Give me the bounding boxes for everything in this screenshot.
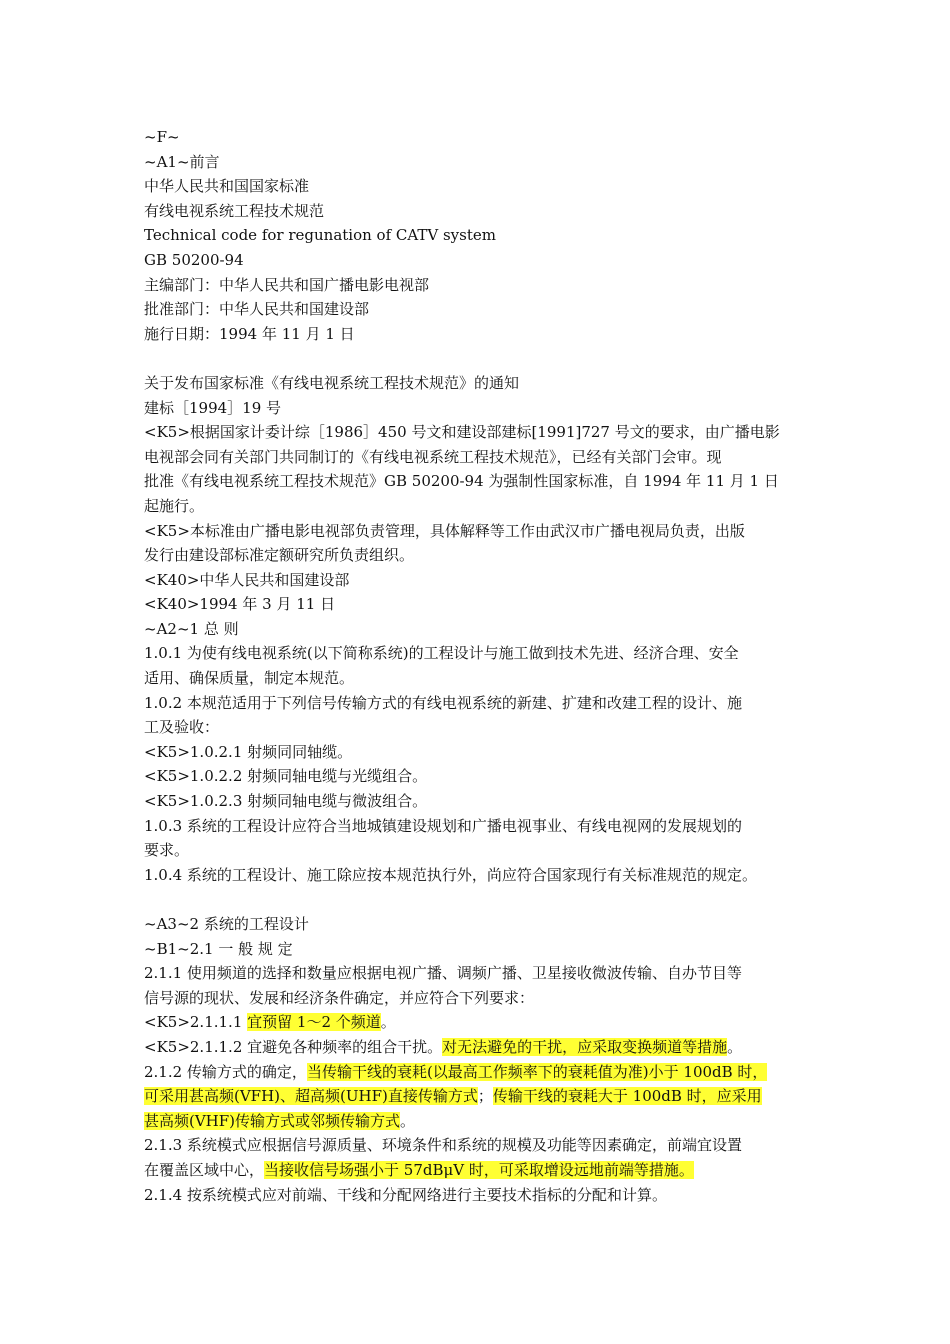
text-line: [144, 715, 824, 740]
text-segment: 1.0.1 为使有线电视系统(以下简称系统)的工程设计与施工做到技术先进、经济合理、安全: [144, 644, 739, 663]
text-line: [144, 322, 824, 347]
text-line: [144, 937, 824, 962]
text-segment: 电视部会同有关部门共同制订的《有线电视系统工程技术规范》，已经有关部门会审。现: [144, 447, 722, 466]
text-line: [144, 789, 824, 814]
text-line: [144, 223, 824, 248]
text-segment: 要求。: [144, 841, 190, 860]
highlighted-text: 当接收信号场强小于 57dBμV 时，可采取增设远地前端等措施。: [264, 1160, 694, 1179]
text-segment: 工及验收：: [144, 718, 220, 737]
text-line: [144, 764, 824, 789]
text-line: [144, 1060, 824, 1085]
text-line: [144, 199, 824, 224]
text-segment: <K5>1.0.2.3 射频同轴电缆与微波组合。: [144, 792, 428, 811]
text-segment: ~B1~2.1 一 般 规 定: [144, 939, 293, 958]
text-segment: 适用、确保质量，制定本规范。: [144, 669, 355, 688]
text-line: [144, 420, 824, 445]
text-line: [144, 273, 824, 298]
text-segment: 1.0.3 系统的工程设计应符合当地城镇建设规划和广播电视事业、有线电视网的发展规划的: [144, 816, 742, 835]
text-line: [144, 1133, 824, 1158]
text-segment: 。: [400, 1111, 416, 1130]
text-segment: 。: [727, 1037, 743, 1056]
text-line: [144, 150, 824, 175]
text-segment: 有线电视系统工程技术规范: [144, 201, 325, 220]
text-line: [144, 1109, 824, 1134]
text-segment: 信号源的现状、发展和经济条件确定，并应符合下列要求：: [144, 988, 535, 1007]
text-line: [144, 912, 824, 937]
document-page: [144, 125, 824, 1207]
text-segment: 发行由建设部标准定额研究所负责组织。: [144, 546, 415, 565]
blank-line: [144, 346, 824, 371]
text-line: [144, 494, 824, 519]
text-line: [144, 568, 824, 593]
highlighted-text: 传输干线的衰耗大于 100dB 时，应采用: [492, 1087, 762, 1106]
text-segment: 2.1.3 系统模式应根据信号源质量、环境条件和系统的规模及功能等因素确定，前端宜设置: [144, 1136, 742, 1155]
text-segment: ~F~: [144, 128, 180, 146]
text-line: [144, 174, 824, 199]
text-line: [144, 740, 824, 765]
text-line: [144, 519, 824, 544]
highlighted-text: 对无法避免的干扰，应采取变换频道等措施: [442, 1037, 728, 1056]
text-line: [144, 297, 824, 322]
text-segment: 1.0.2 本规范适用于下列信号传输方式的有线电视系统的新建、扩建和改建工程的设计、施: [144, 693, 742, 712]
highlighted-text: 可采用甚高频(VFH)、超高频(UHF)直接传输方式: [144, 1087, 478, 1106]
highlighted-text: 甚高频(VHF)传输方式或邻频传输方式: [144, 1111, 401, 1130]
text-line: [144, 445, 824, 470]
text-line: [144, 125, 824, 150]
text-segment: <K5>2.1.1.1: [144, 1013, 248, 1032]
text-segment: 施行日期：1994 年 11 月 1 日: [144, 324, 355, 343]
text-segment: <K5>2.1.1.2 宜避免各种频率的组合干扰。: [144, 1037, 443, 1056]
text-line: [144, 248, 824, 273]
text-segment: 建标［1994］19 号: [144, 398, 282, 417]
text-line: [144, 666, 824, 691]
text-segment: 1.0.4 系统的工程设计、施工除应按本规范执行外，尚应符合国家现行有关标准规范的规定。: [144, 865, 757, 884]
text-line: [144, 592, 824, 617]
text-line: [144, 814, 824, 839]
text-line: [144, 617, 824, 642]
text-line: [144, 469, 824, 494]
text-line: [144, 691, 824, 716]
text-segment: 起施行。: [144, 496, 205, 515]
highlighted-text: 宜预留 1～2 个频道: [247, 1013, 381, 1032]
blank-line: [144, 887, 824, 912]
text-segment: ~A1~前言: [144, 152, 220, 171]
text-line: [144, 641, 824, 666]
text-segment: Technical code for regunation of CATV system: [144, 226, 496, 245]
text-segment: <K40>1994 年 3 月 11 日: [144, 595, 336, 614]
text-segment: 在覆盖区域中心，: [144, 1160, 265, 1179]
text-segment: ~A2~1 总 则: [144, 619, 239, 638]
text-segment: <K40>中华人民共和国建设部: [144, 570, 350, 589]
text-segment: 2.1.4 按系统模式应对前端、干线和分配网络进行主要技术指标的分配和计算。: [144, 1185, 667, 1204]
text-segment: <K5>1.0.2.2 射频同轴电缆与光缆组合。: [144, 767, 428, 786]
text-segment: ；: [477, 1087, 493, 1106]
text-segment: 中华人民共和国国家标准: [144, 177, 310, 196]
text-line: [144, 1158, 824, 1183]
highlighted-text: 当传输干线的衰耗(以最高工作频率下的衰耗值为准)小于 100dB 时，: [306, 1062, 768, 1081]
text-line: [144, 961, 824, 986]
text-line: [144, 1084, 824, 1109]
text-segment: 关于发布国家标准《有线电视系统工程技术规范》的通知: [144, 373, 520, 392]
text-segment: <K5>根据国家计委计综［1986］450 号文和建设部建标[1991]727 号文的要求，由广播电影: [144, 423, 780, 442]
text-line: [144, 838, 824, 863]
text-segment: 2.1.2 传输方式的确定，: [144, 1062, 307, 1081]
text-segment: ~A3~2 系统的工程设计: [144, 915, 309, 933]
text-segment: 批准部门：中华人民共和国建设部: [144, 300, 370, 319]
text-line: [144, 863, 824, 888]
text-line: [144, 1010, 824, 1035]
text-segment: 。: [380, 1013, 396, 1032]
text-line: [144, 1035, 824, 1060]
text-line: [144, 986, 824, 1011]
text-line: [144, 543, 824, 568]
text-line: [144, 1183, 824, 1208]
text-segment: 主编部门：中华人民共和国广播电影电视部: [144, 275, 430, 294]
text-segment: <K5>本标准由广播电影电视部负责管理，具体解释等工作由武汉市广播电视局负责，出版: [144, 521, 745, 540]
text-line: [144, 371, 824, 396]
text-segment: GB 50200-94: [144, 250, 244, 269]
text-segment: 2.1.1 使用频道的选择和数量应根据电视广播、调频广播、卫星接收微波传输、自办节目等: [144, 964, 742, 983]
text-line: [144, 396, 824, 421]
text-segment: 批准《有线电视系统工程技术规范》GB 50200-94 为强制性国家标准，自 1994 年 11 月 1 日: [144, 472, 779, 491]
text-segment: <K5>1.0.2.1 射频同同轴缆。: [144, 742, 353, 761]
